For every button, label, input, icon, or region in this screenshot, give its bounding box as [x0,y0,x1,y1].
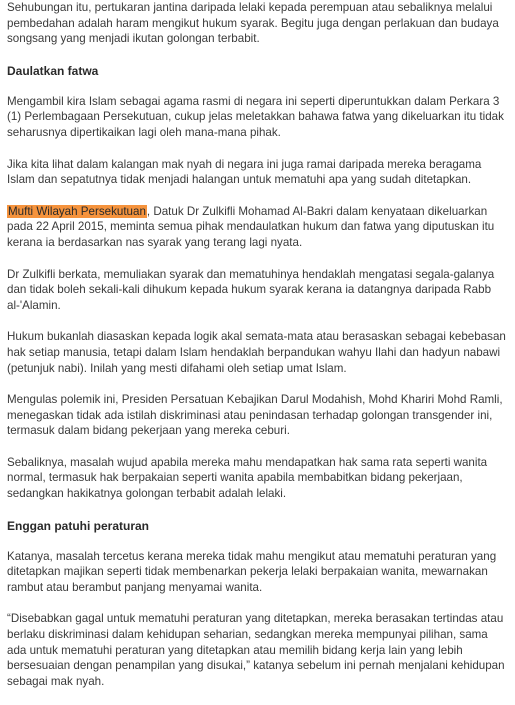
paragraph: Sehubungan itu, pertukaran jantina daripada lelaki kepada perempuan atau sebaliknya melalui pembedahan adalah haram mengikut hukum syarak. Begitu juga dengan perlakuan dan budaya songsang yang menjadi ikutan golongan terbabit. [7,1,499,46]
paragraph: Mengambil kira Islam sebagai agama rasmi di negara ini seperti diperuntukkan dalam Perkara 3 (1) Perlembagaan Persekutuan, cukup jelas meletakkan bahawa fatwa yang dikeluarkan itu tidak seharusnya dipertikaikan lagi oleh mana-mana pihak. [7,94,504,139]
article-body [7,0,507,705]
paragraph-text: , Datuk Dr Zulkifli Mohamad Al-Bakri dalam kenyataan dikeluarkan pada 22 April 2015, meminta semua pihak mendaulatkan hukum dan fatwa yang diputuskan itu kerana ia berdasarkan nas syarak yang terang lagi nyata. [7,204,495,249]
paragraph: “Disebabkan gagal untuk mematuhi peraturan yang ditetapkan, mereka berasakan tertindas atau berlaku diskriminasi dalam kehidupan seharian, sedangkan mereka mempunyai pilihan, sama ada untuk mematuhi peraturan yang ditetapkan atau memilih bidang kerja lain yang lebih bersesuaian dengan penampilan yang disukai,” katanya sebelum ini pernah menjalani kehidupan sebagai mak nyah. [7,612,505,688]
paragraph: Hukum bukanlah diasaskan kepada logik akal semata-mata atau berasaskan sebagai kebebasan hak setiap manusia, tetapi dalam Islam hendaklah berpandukan wahyu Ilahi dan hadyun nabawi (petunjuk nabi). Inilah yang mesti difahami oleh setiap umat Islam. [7,330,506,375]
section-heading: Enggan patuhi peraturan [7,518,150,533]
paragraph [7,204,507,251]
paragraph: Dr Zulkifli berkata, memuliakan syarak dan mematuhinya hendaklah mengatasi segala-galanya dan tidak boleh sekali-kali dihukum kepada hukum syarak kerana ia datangnya daripada Rabb al-'Alamin. [7,267,495,312]
section-heading: Daulatkan fatwa [7,63,99,78]
highlighted-text: Mufti Wilayah Persekutuan [8,204,146,218]
paragraph: Katanya, masalah tercetus kerana mereka tidak mahu mengikut atau mematuhi peraturan yang ditetapkan majikan seperti tidak membenarkan pekerja lelaki berpakaian wanita, mewarnakan rambut atau berambut panjang menyamai wanita. [7,549,497,594]
paragraph: Mengulas polemik ini, Presiden Persatuan Kebajikan Darul Modahish, Mohd Khariri Mohd Ramli, menegaskan tidak ada istilah diskriminasi atau penindasan terhadap golongan transgender ini, termasuk dalam bidang pekerjaan yang mereka ceburi. [7,393,503,438]
paragraph: Sebaliknya, masalah wujud apabila mereka mahu mendapatkan hak sama rata seperti wanita normal, termasuk hak berpakaian seperti wanita apabila membabitkan bidang pekerjaan, sedangkan hakikatnya golongan terbabit adalah lelaki. [7,455,488,501]
paragraph: Jika kita lihat dalam kalangan mak nyah di negara ini juga ramai daripada mereka beragama Islam dan sepatutnya tidak menjadi halangan untuk mematuhi apa yang sudah ditetapkan. [7,157,482,187]
